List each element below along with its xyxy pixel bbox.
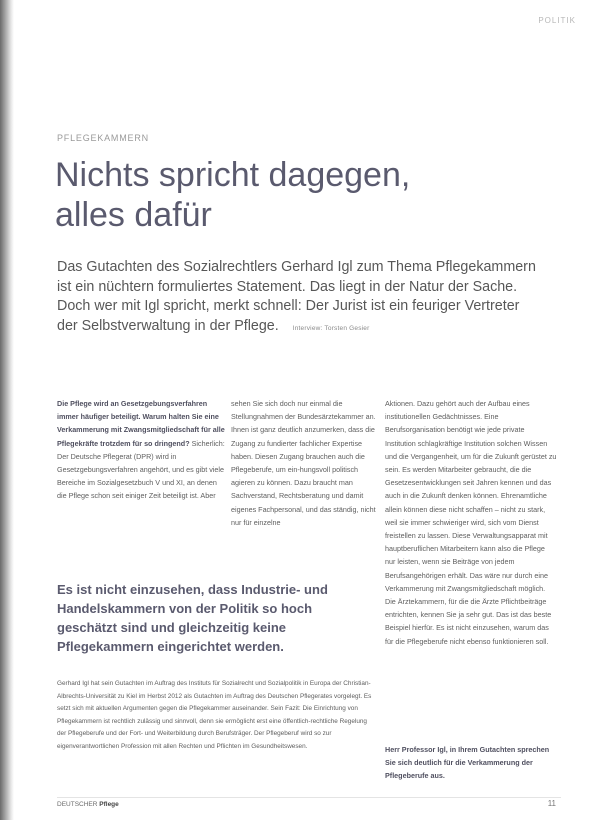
publication-prefix: DEUTSCHER	[57, 801, 98, 808]
column-2	[231, 397, 377, 529]
info-box	[57, 678, 375, 753]
pull-quote: Es ist nicht einzusehen, dass Industrie- und Handelskammern von der Politik so hoch geschätzt sind und gleichzeitig keine Pflegekammern eingerichtet werden.	[57, 582, 328, 654]
column-2-body: sehen Sie sich doch nur einmal die Stellungnahmen der Bundesärztekammer an. Ihnen ist ganz deutlich anzumerken, dass die Zugang zu fundierter fachlicher Expertise haben. Diesen Zugang brauchen auch die Pflegeberufe, um ein-hungsvoll politisch agieren zu können. Dazu braucht man Sachverstand, Rechtsberatung und damit eigenes Fachpersonal, und das ständig, nicht nur für einzelne	[231, 399, 376, 527]
article-headline	[55, 155, 575, 235]
column-3-body: Aktionen. Dazu gehört auch der Aufbau eines institutionellen Gedächtnisses. Eine Berufsorganisation benötigt wie jede private Institution schlagkräftige Institution solchen Wissen und die Vergangenheit, um für die Zukunft gerüstet zu sein. Es werden Mitarbeiter gebraucht, die die Gesetzesentwicklungen seit Jahren kennen und das auch in die Zukunft denken können. Ehrenamtliche allein können diese nicht schaffen – nicht zu stark, weil sie immer schwieriger wird, sich vom Dienst freistellen zu lassen. Diese Verwaltungsapparat mit hauptberuflichen Mitarbeitern kann also die Pflege nur leisten, wenn sie Beiträge von jedem Berufsangehörigen erhält. Das wäre nur durch eine Verkammerung mit Zwangsmitgliedschaft möglich. Die Ärztekammern, für die die Ärzte Pflichtbeiträge entrichten, kennen Sie ja sehr gut. Das ist das beste Beispiel hierfür. Es ist nicht einzusehen, warum das für die Pflegeberufe nicht ebenso funktionieren soll.	[385, 399, 557, 646]
column-3-question-text: Herr Professor Igl, in Ihrem Gutachten sprechen Sie sich deutlich für die Verkammerung der Pflegeberufe aus.	[385, 745, 550, 781]
publication-name: Pflege	[99, 801, 119, 808]
footer-divider	[57, 797, 561, 798]
column-3-question	[385, 743, 557, 783]
publication-footer	[57, 801, 119, 808]
section-tag: POLITIK	[538, 16, 576, 25]
headline-line-1: Nichts spricht dagegen,	[55, 156, 411, 194]
page-gutter-shadow	[0, 0, 14, 820]
column-1-body: Sicherlich: Der Deutsche Pflegerat (DPR) wird in Gesetzgebungsverfahren angehört, und es gibt viele Bereiche im Sozialgesetzbuch V und XI, an denen die Pflege schon seit einiger Zeit beteiligt ist. Aber	[57, 438, 225, 501]
column-1	[57, 397, 225, 503]
article-lead	[57, 258, 537, 338]
column-3	[385, 397, 557, 648]
interview-question: Die Pflege wird an Gesetzgebungsverfahren immer häufiger beteiligt. Warum halten Sie eine Verkammerung mit Zwangsmitgliedschaft für alle Pflegekräfte trotzdem für so dringend?	[57, 399, 225, 448]
headline-line-2: alles dafür	[55, 196, 212, 234]
page-number: 11	[547, 799, 556, 808]
lead-text: Das Gutachten des Sozialrechtlers Gerhard Igl zum Thema Pflegekammern ist ein nüchtern formuliertes Statement. Das liegt in der Natur der Sache. Doch wer mit Igl spricht, merkt schnell: Der Jurist ist ein feuriger Vertreter der Selbstverwaltung in der Pflege.	[57, 259, 536, 334]
article-kicker: PFLEGEKAMMERN	[57, 133, 149, 143]
info-box-body: Gerhard Igl hat sein Gutachten im Auftrag des Instituts für Sozialrecht und Sozialpolitik in Europa der Christian-Albrechts-Universität zu Kiel im Herbst 2012 als Gutachten im Auftrag des Deutschen Pflegerates vorgelegt. Es setzt sich mit aktuellen Argumenten gegen die Pflegekammer auseinander. Sein Fazit: Die Einrichtung von Pflegekammern ist rechtlich zulässig und sinnvoll, denn sie ermöglicht erst eine öffentlich-rechtliche Regelung der Pflegeberufe und der Fort- und Weiterbildung durch Berufsträger. Der Pflegeberuf wird so zur eigenverantwortlichen Profession mit allen Rechten und Pflichten im Gesundheitswesen.	[57, 680, 372, 750]
byline: Interview: Torsten Gesier	[292, 324, 370, 332]
